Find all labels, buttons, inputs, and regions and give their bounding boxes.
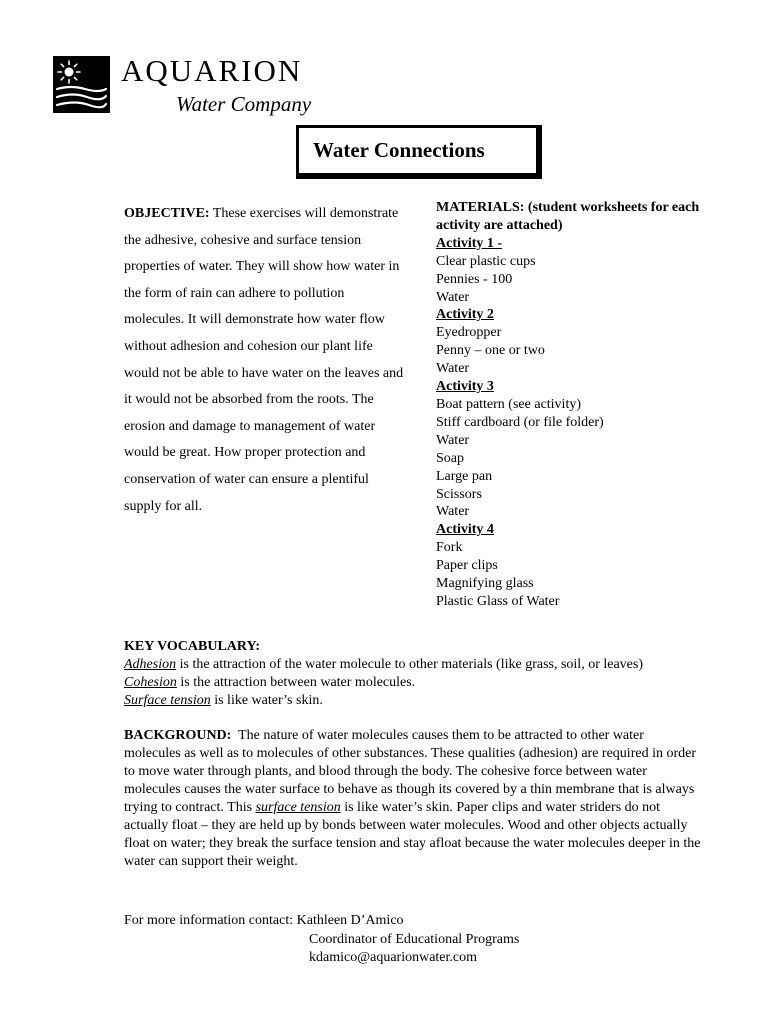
contact-email: kdamico@aquarionwater.com: [309, 950, 477, 965]
vocabulary-definition: is the attraction between water molecules.: [176, 675, 416, 690]
vocabulary-heading: KEY VOCABULARY:: [124, 639, 261, 654]
objective-text: These exercises will demonstrate the adhesive, cohesive and surface tension properties of water. They will show how water in the form of rain can adhere to pollution molecules. It will demonstrate how water flow without adhesion and cohesion our plant life would not be able to have water on the leaves and it would not be absorbed from the roots. The erosion and damage to management of water would be great. How proper protection and conservation of water can ensure a plentiful supply for all.: [124, 206, 404, 514]
page-title: Water Connections: [313, 138, 485, 162]
material-item: Penny – one or two: [436, 343, 545, 359]
vocabulary-entry: [124, 674, 714, 692]
material-item: Water: [436, 289, 470, 305]
title-box: [296, 125, 542, 179]
material-item: Scissors: [436, 486, 482, 502]
material-item: Plastic Glass of Water: [436, 593, 560, 609]
material-item: Large pan: [436, 468, 493, 484]
company-subtitle: Water Company: [176, 92, 312, 116]
objective-label: OBJECTIVE:: [124, 206, 210, 221]
material-item: Water: [436, 361, 470, 377]
sun-and-waves-icon: [53, 56, 110, 113]
company-name: AQUARION: [121, 53, 303, 88]
material-item: Eyedropper: [436, 325, 502, 341]
background-text: The nature of water molecules causes them to be attracted to other water molecules as well as to molecules of other substances. These qualities (adhesion) are required in order to move water through plants, and blood through the body. The cohesive force between water molecules causes the water surface to behave as though its covered by a thin membrane that is always trying to contract. This: [124, 728, 696, 815]
vocabulary-term: Adhesion: [124, 657, 177, 672]
materials-heading: MATERIALS: (student worksheets for each activity are attached): [436, 200, 700, 233]
activity-title: Activity 2: [436, 307, 494, 323]
material-item: Water: [436, 504, 470, 520]
vocabulary-term: Cohesion: [124, 675, 177, 690]
material-item: Magnifying glass: [436, 576, 534, 592]
background-label: BACKGROUND:: [124, 728, 232, 743]
background-text-after: is like water’s skin. Paper clips and water striders do not actually float – they are held up by bonds between water molecules. Wood and other objects actually float on water; they break the surface tension and stay afloat because the water molecules deeper in the water can support their weight.: [124, 800, 701, 869]
vocabulary-definition: is like water’s skin.: [210, 693, 323, 708]
vocabulary-section: [124, 638, 714, 710]
material-item: Fork: [436, 540, 463, 556]
vocabulary-entry: [124, 656, 714, 674]
activity-title: Activity 1 -: [436, 235, 503, 251]
activity-title: Activity 3: [436, 379, 494, 395]
materials-section: [436, 199, 726, 611]
contact-title: Coordinator of Educational Programs: [309, 932, 520, 947]
activity-title: Activity 4: [436, 522, 494, 538]
vocabulary-term: Surface tension: [124, 693, 211, 708]
contact-line: For more information contact: Kathleen D’Amico: [124, 913, 404, 928]
objective-section: [124, 201, 404, 520]
vocabulary-definition: is the attraction of the water molecule to other materials (like grass, soil, or leaves): [176, 657, 644, 672]
material-item: Boat pattern (see activity): [436, 396, 581, 412]
material-item: Soap: [436, 450, 464, 466]
material-item: Stiff cardboard (or file folder): [436, 414, 604, 430]
material-item: Pennies - 100: [436, 271, 513, 287]
vocabulary-entry: [124, 692, 714, 710]
material-item: Clear plastic cups: [436, 253, 536, 269]
material-item: Water: [436, 432, 470, 448]
background-term: surface tension: [255, 800, 341, 815]
material-item: Paper clips: [436, 558, 498, 574]
background-section: [124, 727, 704, 871]
